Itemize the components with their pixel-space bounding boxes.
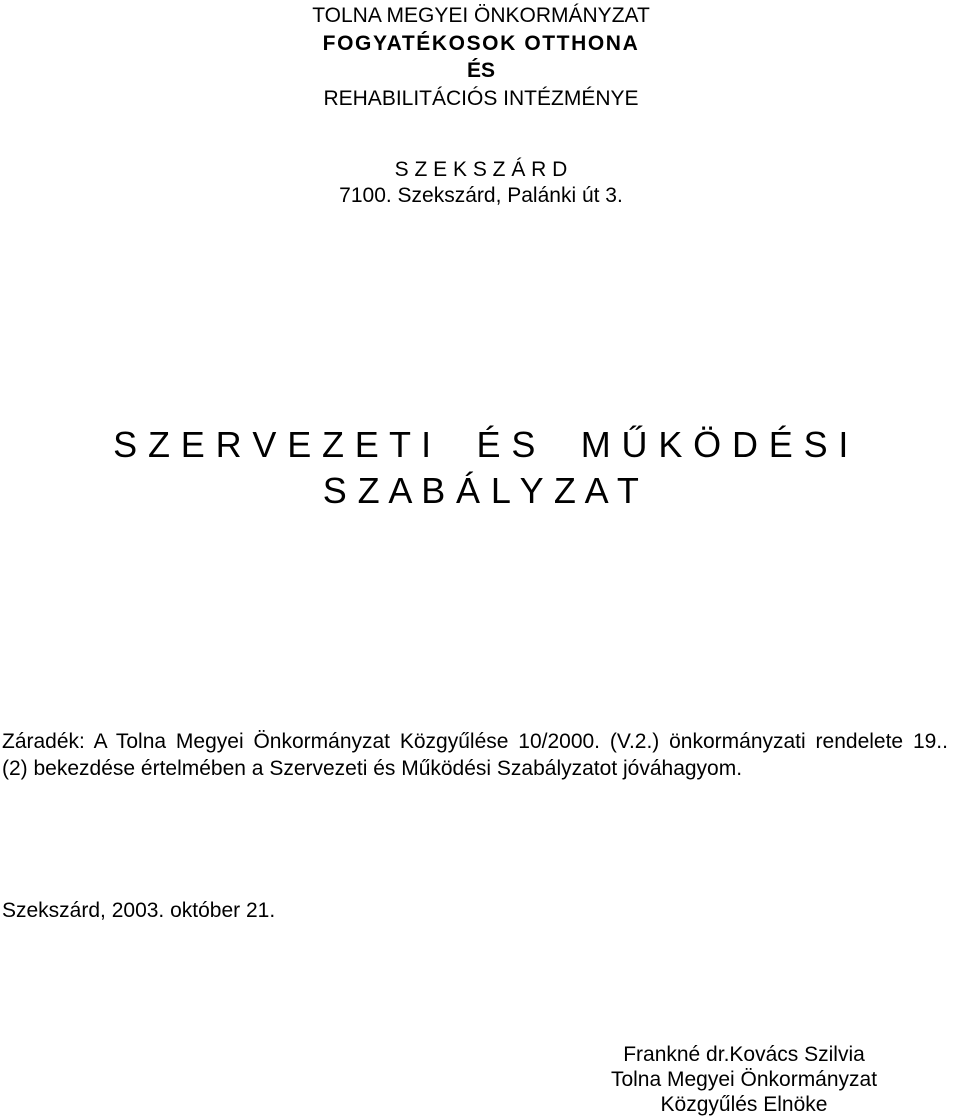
clause-label: Záradék:: [2, 730, 85, 753]
institution-location: [2, 157, 960, 209]
header-institution-name: FOGYATÉKOSOK OTTHONA: [322, 31, 640, 55]
place-and-date: Szekszárd, 2003. október 21.: [2, 899, 276, 922]
clause-text-line-1: A Tolna Megyei Önkormányzat Közgyűlése 10/2000. (V.2.) önkormányzati rendelete 19..: [93, 730, 948, 753]
title-word-operational: M Ű K Ö D É S I: [580, 424, 849, 465]
clause-line-1: [2, 728, 948, 755]
title-word-organizational: S Z E R V E Z E T I: [113, 424, 432, 465]
location-city: S Z E K S Z Á R D: [394, 158, 568, 181]
signature-block: [528, 1042, 960, 1117]
location-address: 7100. Szekszárd, Palánki út 3.: [339, 184, 623, 207]
header-institution-subtitle: REHABILITÁCIÓS INTÉZMÉNYE: [323, 86, 639, 110]
approval-clause: [2, 728, 948, 782]
document-title: [2, 422, 960, 514]
institution-header: [2, 2, 960, 112]
header-county-government: TOLNA MEGYEI ÖNKORMÁNYZAT: [312, 4, 650, 27]
header-conjunction: ÉS: [466, 59, 495, 82]
signatory-organization: Tolna Megyei Önkormányzat: [610, 1068, 878, 1091]
clause-text-line-2: (2) bekezdése értelmében a Szervezeti és Működési Szabályzatot jóváhagyom.: [2, 757, 743, 780]
title-line-1: [2, 422, 960, 468]
signatory-role: Közgyűlés Elnöke: [660, 1093, 828, 1116]
title-line-2: S Z A B Á L Y Z A T: [322, 470, 640, 511]
title-word-and: É S: [476, 424, 536, 465]
signatory-name: Frankné dr.Kovács Szilvia: [623, 1043, 865, 1066]
